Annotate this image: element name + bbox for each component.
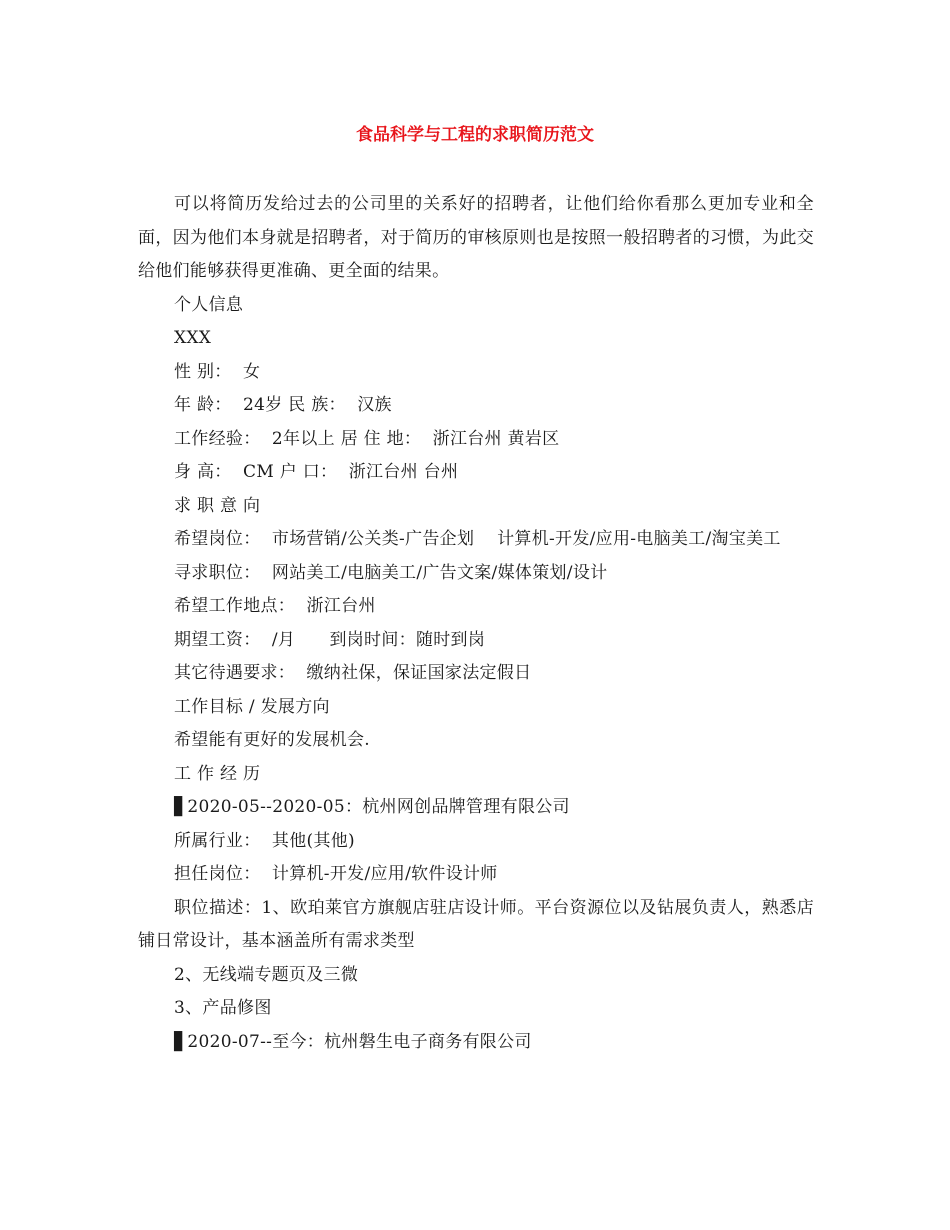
career-goal-text: 希望能有更好的发展机会. [174, 730, 371, 750]
desired-position-line: 希望岗位： 市场营销/公关类-广告企划 计算机-开发/应用-电脑美工/淘宝美工 [174, 529, 781, 549]
gender-line: 性 别： 女 [174, 361, 261, 382]
other-benefits-line: 其它待遇要求： 缴纳社保，保证国家法定假日 [174, 663, 532, 683]
desired-location-line: 希望工作地点： 浙江台州 [174, 596, 376, 616]
document-body [138, 188, 814, 1059]
job-entry-1-description: 职位描述：1、欧珀莱官方旗舰店驻店设计师。平台资源位以及钻展负责人，熟悉店铺日常设计，基本涵盖所有需求类型 [138, 897, 814, 951]
intro-paragraph: 可以将简历发给过去的公司里的关系好的招聘者，让他们给你看那么更加专业和全面，因为他们本身就是招聘者，对于简历的审核原则也是按照一般招聘者的习惯，为此交给他们能够获得更准确、更全面的结果。 [138, 194, 814, 281]
job-entry-1-role: 担任岗位： 计算机-开发/应用/软件设计师 [174, 864, 498, 884]
document-title: 食品科学与工程的求职简历范文 [356, 125, 594, 145]
age-ethnicity-line: 年 龄： 24岁 民 族： 汉族 [174, 395, 392, 415]
height-hukou-line: 身 高： CM 户 口： 浙江台州 台州 [174, 462, 459, 482]
salary-availability-line: 期望工资： /月 到岗时间：随时到岗 [174, 629, 486, 650]
section-heading-personal-info: 个人信息 [174, 294, 244, 315]
job-entry-2-header: ▋2020-07--至今：杭州磐生电子商务有限公司 [174, 1031, 532, 1052]
section-heading-work-experience: 工 作 经 历 [174, 763, 261, 784]
section-heading-job-intention: 求 职 意 向 [174, 495, 261, 516]
job-entry-1-duty-2: 2、无线端专题页及三微 [174, 964, 359, 985]
job-entry-1-header: ▋2020-05--2020-05：杭州网创品牌管理有限公司 [174, 797, 570, 817]
section-heading-career-goal: 工作目标 / 发展方向 [174, 696, 330, 717]
name-line: XXX [174, 328, 212, 348]
job-entry-1-duty-3: 3、产品修图 [174, 998, 272, 1018]
sought-position-line: 寻求职位： 网站美工/电脑美工/广告文案/媒体策划/设计 [174, 562, 608, 583]
job-entry-1-industry: 所属行业： 其他(其他) [174, 830, 355, 851]
experience-residence-line: 工作经验： 2年以上 居 住 地： 浙江台州 黄岩区 [174, 428, 560, 449]
